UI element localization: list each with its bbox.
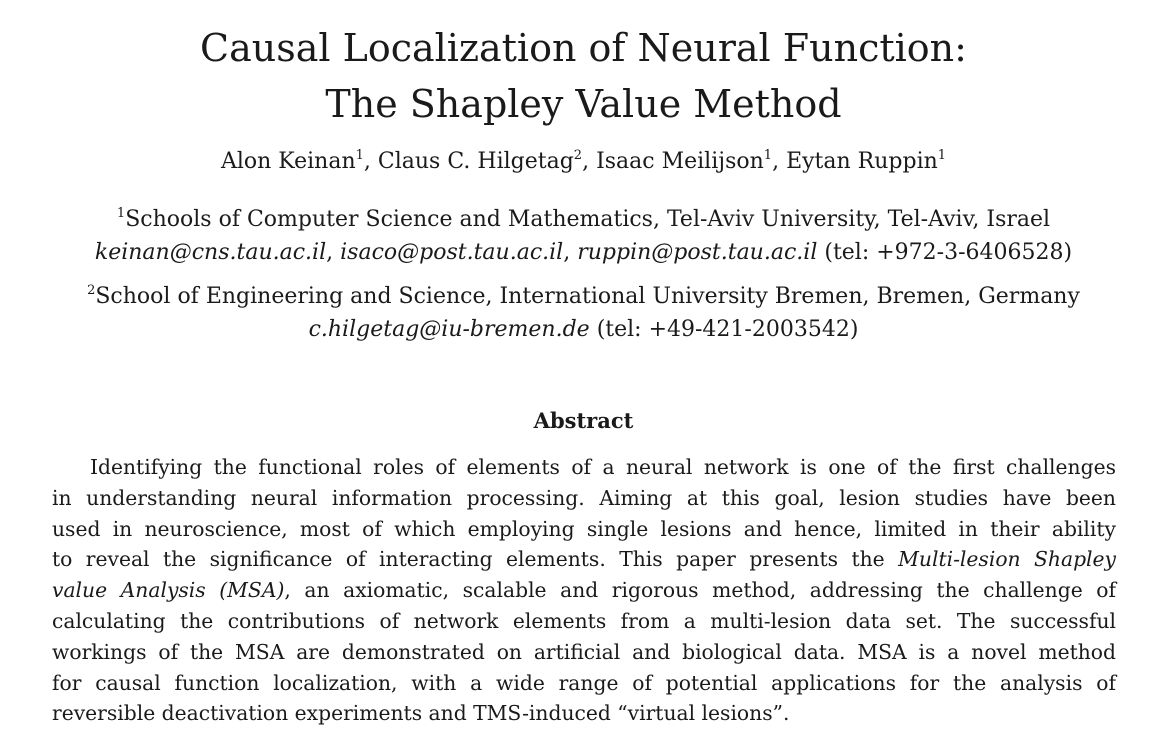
title-line-2: The Shapley Value Method (325, 82, 842, 126)
email-link[interactable]: isaco@post.tau.ac.il (340, 240, 564, 265)
email-link[interactable]: ruppin@post.tau.ac.il (577, 240, 818, 265)
affiliation-institution (0, 280, 1167, 313)
email-link[interactable]: c.hilgetag@iu-bremen.de (308, 317, 590, 342)
paper-title (0, 20, 1167, 132)
affiliation-mark: 2 (87, 283, 96, 298)
affiliation-institution (0, 203, 1167, 236)
telephone: (tel: +49-421-2003542) (596, 317, 859, 342)
abstract-line-text: to reveal the significance of interacting elements. This paper presents the (52, 547, 885, 572)
email-link[interactable]: keinan@cns.tau.ac.il (94, 240, 327, 265)
affiliation-2 (0, 280, 1167, 346)
affiliation-institution-text: School of Engineering and Science, International University Bremen, Bremen, Germany (95, 284, 1080, 309)
abstract-body (52, 452, 1116, 729)
affiliation-mark: 1 (116, 206, 126, 221)
author-name: Claus C. Hilgetag (377, 149, 574, 174)
author-list: Alon Keinan$^1$, Claus C. Hilgetag$^2$, Isaac Meilijson$^1$, Eytan Ruppin$^1$ (220, 148, 947, 174)
abstract-line: calculating the contributions of network elements from a multi-lesion data set. The successful (52, 608, 1116, 633)
affiliation-contact: keinan@cns.tau.ac.il, isaco@post.tau.ac.il, ruppin@post.tau.ac.il (tel: +972-3-6406528) (94, 240, 1073, 265)
affiliation-contact (0, 313, 1167, 346)
abstract-line: in understanding neural information processing. Aiming at this goal, lesion studies have been (52, 485, 1116, 510)
author-name: Eytan Ruppin (786, 149, 938, 174)
affiliation-1 (0, 203, 1167, 269)
affiliation-institution-text: Schools of Computer Science and Mathematics, Tel-Aviv University, Tel-Aviv, Israel (125, 207, 1051, 232)
abstract-line: Identifying the functional roles of elements of a neural network is one of the first challenges (90, 455, 1116, 479)
author-affiliation-mark: 1 (355, 148, 364, 163)
italic-term: Multi-lesion Shapley (898, 547, 1116, 572)
abstract-heading: Abstract (533, 408, 634, 433)
abstract-line: used in neuroscience, most of which employing single lesions and hence, limited in their ability (52, 516, 1116, 541)
abstract-line: workings of the MSA are demonstrated on artificial and biological data. MSA is a novel method (52, 639, 1116, 664)
abstract-line-text: , an axiomatic, scalable and rigorous method, addressing the challenge of (284, 578, 1116, 603)
author-affiliation-mark: 1 (937, 148, 947, 163)
abstract-line: for causal function localization, with a wide range of potential applications for the analysis of (52, 670, 1116, 695)
author-name: Isaac Meilijson (596, 149, 764, 174)
abstract-line (52, 575, 1116, 606)
abstract-line (52, 544, 1116, 575)
title-line-1: Causal Localization of Neural Function: (200, 26, 967, 70)
abstract-line: reversible deactivation experiments and TMS-induced “virtual lesions”. (52, 701, 790, 726)
telephone: (tel: +972-3-6406528) (824, 240, 1073, 265)
author-name: Alon Keinan (220, 149, 356, 174)
author-affiliation-mark: 2 (573, 148, 583, 163)
author-affiliation-mark: 1 (763, 148, 773, 163)
italic-term: value Analysis (MSA) (52, 578, 285, 603)
